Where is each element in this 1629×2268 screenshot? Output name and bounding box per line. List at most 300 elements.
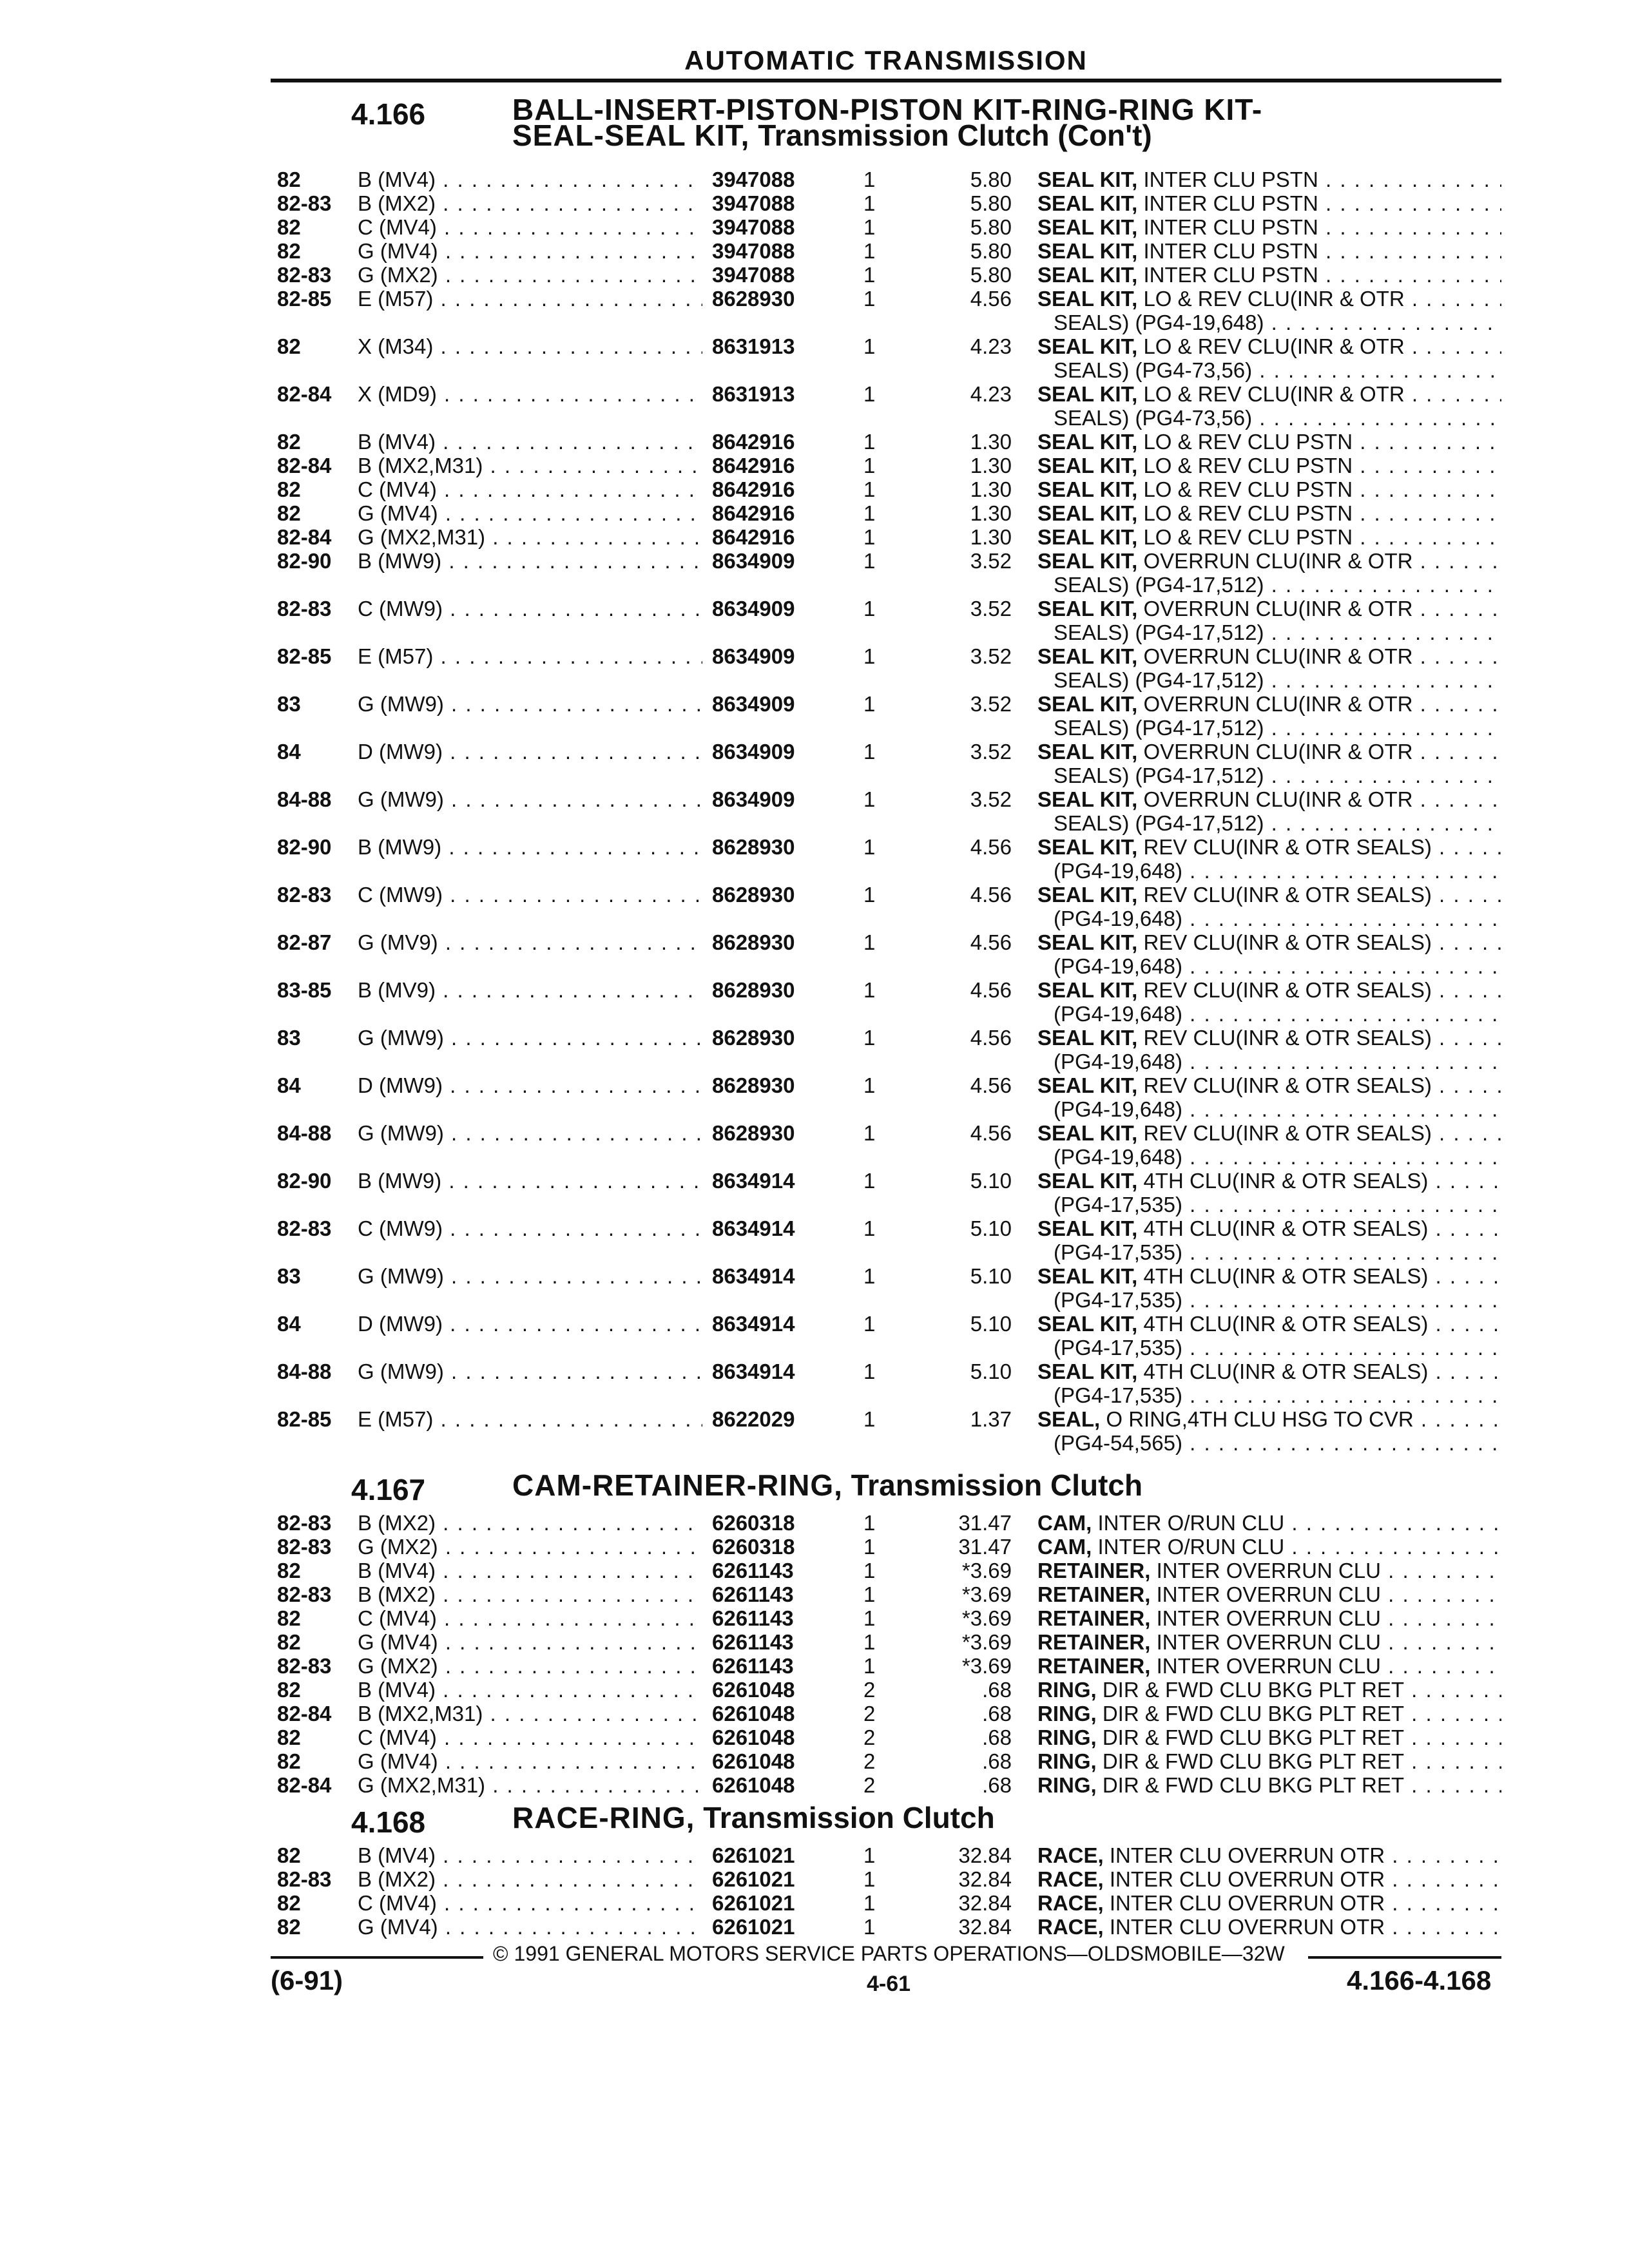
part-description — [1037, 1121, 1501, 1145]
part-noun: SEAL KIT, — [1037, 740, 1138, 764]
quantity: 1 — [863, 477, 876, 501]
section-title-sub: Transmission Clutch — [703, 1801, 995, 1834]
price: 4.56 — [970, 978, 1012, 1002]
price: 5.80 — [970, 263, 1012, 287]
model-year: 82-90 — [277, 549, 332, 573]
part-description-continued: SEALS) (PG4-17,512) . . . — [1054, 573, 1501, 597]
part-number: 8642916 — [712, 454, 795, 477]
part-noun: RACE, — [1037, 1891, 1104, 1915]
quantity: 1 — [863, 835, 876, 859]
parts-row — [0, 1559, 1629, 1582]
part-noun: RETAINER, — [1037, 1630, 1151, 1654]
price: 32.84 — [958, 1915, 1012, 1939]
price: 1.30 — [970, 501, 1012, 525]
part-description — [1037, 430, 1501, 454]
model-year: 82 — [277, 1843, 301, 1867]
part-number: 6261143 — [712, 1606, 794, 1630]
parts-row — [0, 334, 1629, 382]
part-detail: INTER CLU PSTN — [1143, 239, 1318, 263]
model-code: G (MW9) . . . — [358, 1026, 702, 1050]
model-year: 83 — [277, 1264, 301, 1288]
part-noun: SEAL KIT, — [1037, 978, 1138, 1002]
part-detail: INTER O/RUN CLU — [1097, 1511, 1285, 1535]
quantity: 1 — [863, 1312, 876, 1336]
quantity: 1 — [863, 1535, 876, 1559]
model-year: 82-83 — [277, 1867, 332, 1891]
part-detail: OVERRUN CLU(INR & OTR — [1143, 597, 1413, 620]
part-description-continued: (PG4-17,535) . . . — [1054, 1383, 1501, 1407]
model-code: B (MV4) . . . — [358, 1559, 702, 1582]
price: 5.80 — [970, 168, 1012, 191]
part-description — [1037, 1891, 1501, 1915]
model-year: 84-88 — [277, 1121, 332, 1145]
model-year: 82-85 — [277, 1407, 332, 1431]
part-description-continued: SEALS) (PG4-73,56) . . . — [1054, 406, 1501, 430]
part-number: 8634909 — [712, 644, 795, 668]
part-noun: RING, — [1037, 1749, 1097, 1773]
part-detail: LO & REV CLU(INR & OTR — [1143, 334, 1405, 358]
parts-row — [0, 740, 1629, 787]
part-noun: SEAL KIT, — [1037, 1073, 1138, 1097]
part-detail: REV CLU(INR & OTR SEALS) — [1143, 930, 1432, 954]
price: 31.47 — [958, 1535, 1012, 1559]
part-number: 6261048 — [712, 1678, 795, 1702]
part-number: 8628930 — [712, 883, 795, 907]
part-detail: 4TH CLU(INR & OTR SEALS) — [1143, 1169, 1429, 1193]
model-year: 82 — [277, 334, 301, 358]
model-code: B (MX2) . . . — [358, 1582, 702, 1606]
model-code: B (MX2) . . . — [358, 1511, 702, 1535]
model-year: 84 — [277, 1312, 301, 1336]
parts-row — [0, 1867, 1629, 1891]
model-year: 82-83 — [277, 1535, 332, 1559]
model-code: G (MX2) . . . — [358, 1654, 702, 1678]
model-code: G (MW9) . . . — [358, 1360, 702, 1383]
part-noun: SEAL KIT, — [1037, 1264, 1138, 1288]
model-year: 83-85 — [277, 978, 332, 1002]
part-number: 8634914 — [712, 1360, 795, 1383]
part-number: 6260318 — [712, 1511, 795, 1535]
model-code: B (MX2) . . . — [358, 191, 702, 215]
copyright-line: © 1991 GENERAL MOTORS SERVICE PARTS OPERATIONS—OLDSMOBILE—32W — [493, 1942, 1285, 1965]
parts-row — [0, 501, 1629, 525]
part-description — [1037, 1678, 1501, 1702]
model-year: 82-83 — [277, 1582, 332, 1606]
quantity: 2 — [863, 1678, 876, 1702]
quantity: 1 — [863, 1843, 876, 1867]
part-description — [1037, 501, 1501, 525]
part-noun: RETAINER, — [1037, 1654, 1151, 1678]
model-year: 82-85 — [277, 287, 332, 311]
catalog-section — [0, 93, 1629, 1455]
part-number: 8631913 — [712, 334, 795, 358]
part-description — [1037, 191, 1501, 215]
model-code: C (MV4) . . . — [358, 1606, 702, 1630]
section-title — [512, 1468, 1143, 1502]
part-description-continued: (PG4-19,648) . . . — [1054, 1002, 1501, 1026]
quantity: 1 — [863, 787, 876, 811]
part-noun: SEAL KIT, — [1037, 597, 1138, 620]
part-description — [1037, 740, 1501, 764]
quantity: 1 — [863, 692, 876, 716]
model-year: 82-84 — [277, 525, 332, 549]
part-noun: RACE, — [1037, 1843, 1104, 1867]
part-description-continued: (PG4-19,648) . . . — [1054, 954, 1501, 978]
part-description-continued: SEALS) (PG4-17,512) . . . — [1054, 716, 1501, 740]
part-number: 8628930 — [712, 978, 795, 1002]
model-year: 82 — [277, 1725, 301, 1749]
part-noun: SEAL KIT, — [1037, 239, 1138, 263]
model-code: X (MD9) . . . — [358, 382, 702, 406]
price: *3.69 — [961, 1630, 1012, 1654]
price: 32.84 — [958, 1867, 1012, 1891]
price: 3.52 — [970, 644, 1012, 668]
parts-row — [0, 883, 1629, 930]
part-description-continued: (PG4-19,648) . . . — [1054, 1145, 1501, 1169]
section-number: 4.167 — [351, 1473, 426, 1506]
model-code: B (MW9) . . . — [358, 549, 702, 573]
parts-row — [0, 1407, 1629, 1455]
part-noun: SEAL KIT, — [1037, 525, 1138, 549]
parts-row — [0, 978, 1629, 1026]
quantity: 1 — [863, 501, 876, 525]
part-detail: DIR & FWD CLU BKG PLT RET — [1102, 1702, 1405, 1725]
price: 3.52 — [970, 549, 1012, 573]
quantity: 2 — [863, 1702, 876, 1725]
parts-row — [0, 1749, 1629, 1773]
model-year: 82-85 — [277, 644, 332, 668]
part-noun: RETAINER, — [1037, 1606, 1151, 1630]
quantity: 1 — [863, 1582, 876, 1606]
price: .68 — [982, 1725, 1012, 1749]
price: 1.30 — [970, 477, 1012, 501]
part-description — [1037, 1702, 1501, 1725]
parts-row — [0, 930, 1629, 978]
part-noun: RETAINER, — [1037, 1559, 1151, 1582]
model-year: 82 — [277, 1749, 301, 1773]
parts-row — [0, 1073, 1629, 1121]
model-code: G (MV4) . . . — [358, 1630, 702, 1654]
part-description — [1037, 1312, 1501, 1336]
parts-row — [0, 1843, 1629, 1867]
price: .68 — [982, 1678, 1012, 1702]
quantity: 1 — [863, 1915, 876, 1939]
section-number: 4.168 — [351, 1805, 426, 1839]
part-detail: 4TH CLU(INR & OTR SEALS) — [1143, 1216, 1429, 1240]
price: 5.10 — [970, 1360, 1012, 1383]
parts-row — [0, 168, 1629, 191]
part-number: 8634909 — [712, 692, 795, 716]
part-detail: REV CLU(INR & OTR SEALS) — [1143, 978, 1432, 1002]
model-year: 82-83 — [277, 191, 332, 215]
part-number: 8628930 — [712, 287, 795, 311]
part-detail: DIR & FWD CLU BKG PLT RET — [1102, 1678, 1405, 1702]
parts-row — [0, 215, 1629, 239]
quantity: 1 — [863, 1559, 876, 1582]
part-description-continued: (PG4-54,565) . . . — [1054, 1431, 1501, 1455]
price: 5.10 — [970, 1264, 1012, 1288]
price: 4.56 — [970, 883, 1012, 907]
model-year: 82 — [277, 1678, 301, 1702]
parts-row — [0, 1312, 1629, 1360]
section-heading — [0, 93, 1629, 168]
part-noun: SEAL KIT, — [1037, 501, 1138, 525]
part-noun: RACE, — [1037, 1867, 1104, 1891]
model-code: E (M57) . . . — [358, 287, 702, 311]
quantity: 1 — [863, 287, 876, 311]
part-noun: SEAL KIT, — [1037, 191, 1138, 215]
quantity: 1 — [863, 1360, 876, 1383]
model-code: G (MX2,M31) . . . — [358, 1773, 702, 1797]
part-detail: REV CLU(INR & OTR SEALS) — [1143, 835, 1432, 859]
part-detail: INTER CLU PSTN — [1143, 215, 1318, 239]
model-code: C (MV4) . . . — [358, 215, 702, 239]
part-description-continued: SEALS) (PG4-17,512) . . . — [1054, 668, 1501, 692]
part-detail: DIR & FWD CLU BKG PLT RET — [1102, 1773, 1405, 1797]
part-noun: SEAL KIT, — [1037, 1169, 1138, 1193]
model-year: 82 — [277, 430, 301, 454]
model-year: 82-83 — [277, 597, 332, 620]
part-number: 6261143 — [712, 1630, 794, 1654]
part-description — [1037, 883, 1501, 907]
part-detail: INTER CLU OVERRUN OTR — [1109, 1867, 1385, 1891]
part-noun: CAM, — [1037, 1511, 1092, 1535]
model-code: B (MX2) . . . — [358, 1867, 702, 1891]
price: .68 — [982, 1749, 1012, 1773]
part-noun: RING, — [1037, 1678, 1097, 1702]
part-detail: OVERRUN CLU(INR & OTR — [1143, 644, 1413, 668]
part-detail: LO & REV CLU PSTN — [1143, 525, 1353, 549]
part-description — [1037, 1407, 1501, 1431]
parts-row — [0, 835, 1629, 883]
price: 3.52 — [970, 740, 1012, 764]
part-number: 8628930 — [712, 1121, 795, 1145]
part-detail: REV CLU(INR & OTR SEALS) — [1143, 1026, 1432, 1050]
section-heading — [0, 1801, 1629, 1843]
quantity: 1 — [863, 334, 876, 358]
part-detail: LO & REV CLU PSTN — [1143, 430, 1353, 454]
part-detail: INTER OVERRUN CLU — [1156, 1582, 1381, 1606]
part-description-continued: (PG4-17,535) . . . — [1054, 1336, 1501, 1360]
part-detail: INTER CLU PSTN — [1143, 168, 1318, 191]
part-description — [1037, 1169, 1501, 1193]
part-description — [1037, 835, 1501, 859]
price: *3.69 — [961, 1654, 1012, 1678]
part-noun: RING, — [1037, 1725, 1097, 1749]
part-number: 8642916 — [712, 501, 795, 525]
parts-row — [0, 287, 1629, 334]
edition-date: (6-91) — [271, 1965, 343, 1995]
model-code: X (M34) . . . — [358, 334, 702, 358]
part-noun: SEAL KIT, — [1037, 287, 1138, 311]
part-number: 8628930 — [712, 1073, 795, 1097]
part-description-continued: (PG4-17,535) . . . — [1054, 1288, 1501, 1312]
price: 3.52 — [970, 597, 1012, 620]
parts-row — [0, 239, 1629, 263]
section-title-sub: Transmission Clutch (Con't) — [758, 119, 1152, 152]
model-year: 84-88 — [277, 1360, 332, 1383]
part-description — [1037, 1843, 1501, 1867]
parts-row — [0, 1360, 1629, 1407]
part-noun: RACE, — [1037, 1915, 1104, 1939]
quantity: 1 — [863, 930, 876, 954]
part-description — [1037, 334, 1501, 358]
page-header — [271, 43, 1501, 82]
part-description-continued: (PG4-19,648) . . . — [1054, 907, 1501, 930]
part-number: 6261048 — [712, 1725, 795, 1749]
parts-row — [0, 191, 1629, 215]
model-code: B (MX2,M31) . . . — [358, 454, 702, 477]
part-description-continued: (PG4-19,648) . . . — [1054, 1050, 1501, 1073]
section-title-main: SEAL-SEAL KIT, — [512, 119, 750, 152]
part-description-continued: (PG4-17,535) . . . — [1054, 1240, 1501, 1264]
price: *3.69 — [961, 1559, 1012, 1582]
quantity: 1 — [863, 1407, 876, 1431]
parts-row — [0, 1725, 1629, 1749]
quantity: 1 — [863, 1121, 876, 1145]
part-description — [1037, 930, 1501, 954]
model-code: B (MV9) . . . — [358, 978, 702, 1002]
part-detail: DIR & FWD CLU BKG PLT RET — [1102, 1725, 1405, 1749]
quantity: 1 — [863, 191, 876, 215]
quantity: 2 — [863, 1725, 876, 1749]
model-code: B (MW9) . . . — [358, 835, 702, 859]
part-noun: SEAL KIT, — [1037, 454, 1138, 477]
part-description — [1037, 1216, 1501, 1240]
price: 5.10 — [970, 1312, 1012, 1336]
model-code: C (MV4) . . . — [358, 477, 702, 501]
quantity: 1 — [863, 883, 876, 907]
model-year: 82-84 — [277, 454, 332, 477]
part-detail: INTER CLU PSTN — [1143, 263, 1318, 287]
part-detail: OVERRUN CLU(INR & OTR — [1143, 787, 1413, 811]
quantity: 1 — [863, 1169, 876, 1193]
section-title — [512, 93, 1263, 152]
parts-row — [0, 430, 1629, 454]
part-noun: SEAL KIT, — [1037, 215, 1138, 239]
part-description-continued: SEALS) (PG4-17,512) . . . — [1054, 811, 1501, 835]
part-description — [1037, 287, 1501, 311]
model-year: 82 — [277, 501, 301, 525]
quantity: 2 — [863, 1749, 876, 1773]
part-description — [1037, 263, 1501, 287]
price: 5.10 — [970, 1169, 1012, 1193]
page-title: AUTOMATIC TRANSMISSION — [684, 45, 1088, 75]
part-number: 6261143 — [712, 1582, 794, 1606]
model-code: C (MV4) . . . — [358, 1725, 702, 1749]
part-number: 6261021 — [712, 1867, 795, 1891]
model-code: B (MX2,M31) . . . — [358, 1702, 702, 1725]
quantity: 1 — [863, 740, 876, 764]
model-year: 82 — [277, 239, 301, 263]
part-number: 8634914 — [712, 1169, 795, 1193]
part-number: 3947088 — [712, 191, 795, 215]
model-year: 82-87 — [277, 930, 332, 954]
model-code: E (M57) . . . — [358, 1407, 702, 1431]
part-description — [1037, 597, 1501, 620]
part-detail: INTER CLU PSTN — [1143, 191, 1318, 215]
section-title-line: BALL-INSERT-PISTON-PISTON KIT-RING-RING KIT- — [512, 93, 1263, 126]
price: 4.56 — [970, 1073, 1012, 1097]
part-detail: INTER OVERRUN CLU — [1156, 1630, 1381, 1654]
part-detail: 4TH CLU(INR & OTR SEALS) — [1143, 1360, 1429, 1383]
part-description — [1037, 644, 1501, 668]
part-description — [1037, 1582, 1501, 1606]
parts-row — [0, 1169, 1629, 1216]
price: 4.56 — [970, 1026, 1012, 1050]
model-code: B (MV4) . . . — [358, 430, 702, 454]
model-year: 82 — [277, 1606, 301, 1630]
part-noun: SEAL KIT, — [1037, 382, 1138, 406]
price: 1.30 — [970, 525, 1012, 549]
part-number: 8634909 — [712, 787, 795, 811]
model-code: C (MV4) . . . — [358, 1891, 702, 1915]
part-description — [1037, 1360, 1501, 1383]
part-detail: REV CLU(INR & OTR SEALS) — [1143, 1073, 1432, 1097]
part-number: 3947088 — [712, 239, 795, 263]
price: .68 — [982, 1773, 1012, 1797]
price: 32.84 — [958, 1843, 1012, 1867]
section-title-main: RACE-RING, — [512, 1801, 695, 1834]
quantity: 1 — [863, 1511, 876, 1535]
quantity: 1 — [863, 215, 876, 239]
quantity: 1 — [863, 239, 876, 263]
model-code: C (MW9) . . . — [358, 883, 702, 907]
part-noun: SEAL KIT, — [1037, 787, 1138, 811]
part-number: 6261048 — [712, 1702, 795, 1725]
parts-row — [0, 1121, 1629, 1169]
model-code: G (MX2,M31) . . . — [358, 525, 702, 549]
model-year: 84 — [277, 740, 301, 764]
model-year: 82 — [277, 1915, 301, 1939]
price: 3.52 — [970, 692, 1012, 716]
model-year: 82 — [277, 168, 301, 191]
model-year: 82 — [277, 1630, 301, 1654]
part-description-continued: SEALS) (PG4-19,648) . . . — [1054, 311, 1501, 334]
part-noun: SEAL, — [1037, 1407, 1101, 1431]
price: *3.69 — [961, 1606, 1012, 1630]
price: 4.23 — [970, 334, 1012, 358]
model-year: 82-83 — [277, 1511, 332, 1535]
page-section-range: 4.166-4.168 — [1347, 1965, 1492, 1995]
part-number: 8634914 — [712, 1312, 795, 1336]
parts-row — [0, 1582, 1629, 1606]
section-number: 4.166 — [351, 97, 426, 131]
part-detail: INTER CLU OVERRUN OTR — [1109, 1915, 1385, 1939]
section-title — [512, 1801, 995, 1834]
price: 3.52 — [970, 787, 1012, 811]
catalog-section — [0, 1801, 1629, 1939]
model-code: G (MW9) . . . — [358, 1264, 702, 1288]
model-code: G (MW9) . . . — [358, 692, 702, 716]
model-code: B (MV4) . . . — [358, 1843, 702, 1867]
part-description — [1037, 1535, 1501, 1559]
parts-row — [0, 1026, 1629, 1073]
part-description-continued: (PG4-19,648) . . . — [1054, 859, 1501, 883]
model-code: B (MV4) . . . — [358, 1678, 702, 1702]
section-title-sub: Transmission Clutch — [851, 1468, 1143, 1502]
quantity: 1 — [863, 1606, 876, 1630]
quantity: 1 — [863, 1630, 876, 1654]
model-code: G (MV4) . . . — [358, 1749, 702, 1773]
quantity: 1 — [863, 1891, 876, 1915]
parts-row — [0, 787, 1629, 835]
part-description-continued: SEALS) (PG4-17,512) . . . — [1054, 764, 1501, 787]
model-code: G (MX2) . . . — [358, 1535, 702, 1559]
model-code: G (MX2) . . . — [358, 263, 702, 287]
part-number: 6261048 — [712, 1773, 795, 1797]
price: 1.30 — [970, 454, 1012, 477]
